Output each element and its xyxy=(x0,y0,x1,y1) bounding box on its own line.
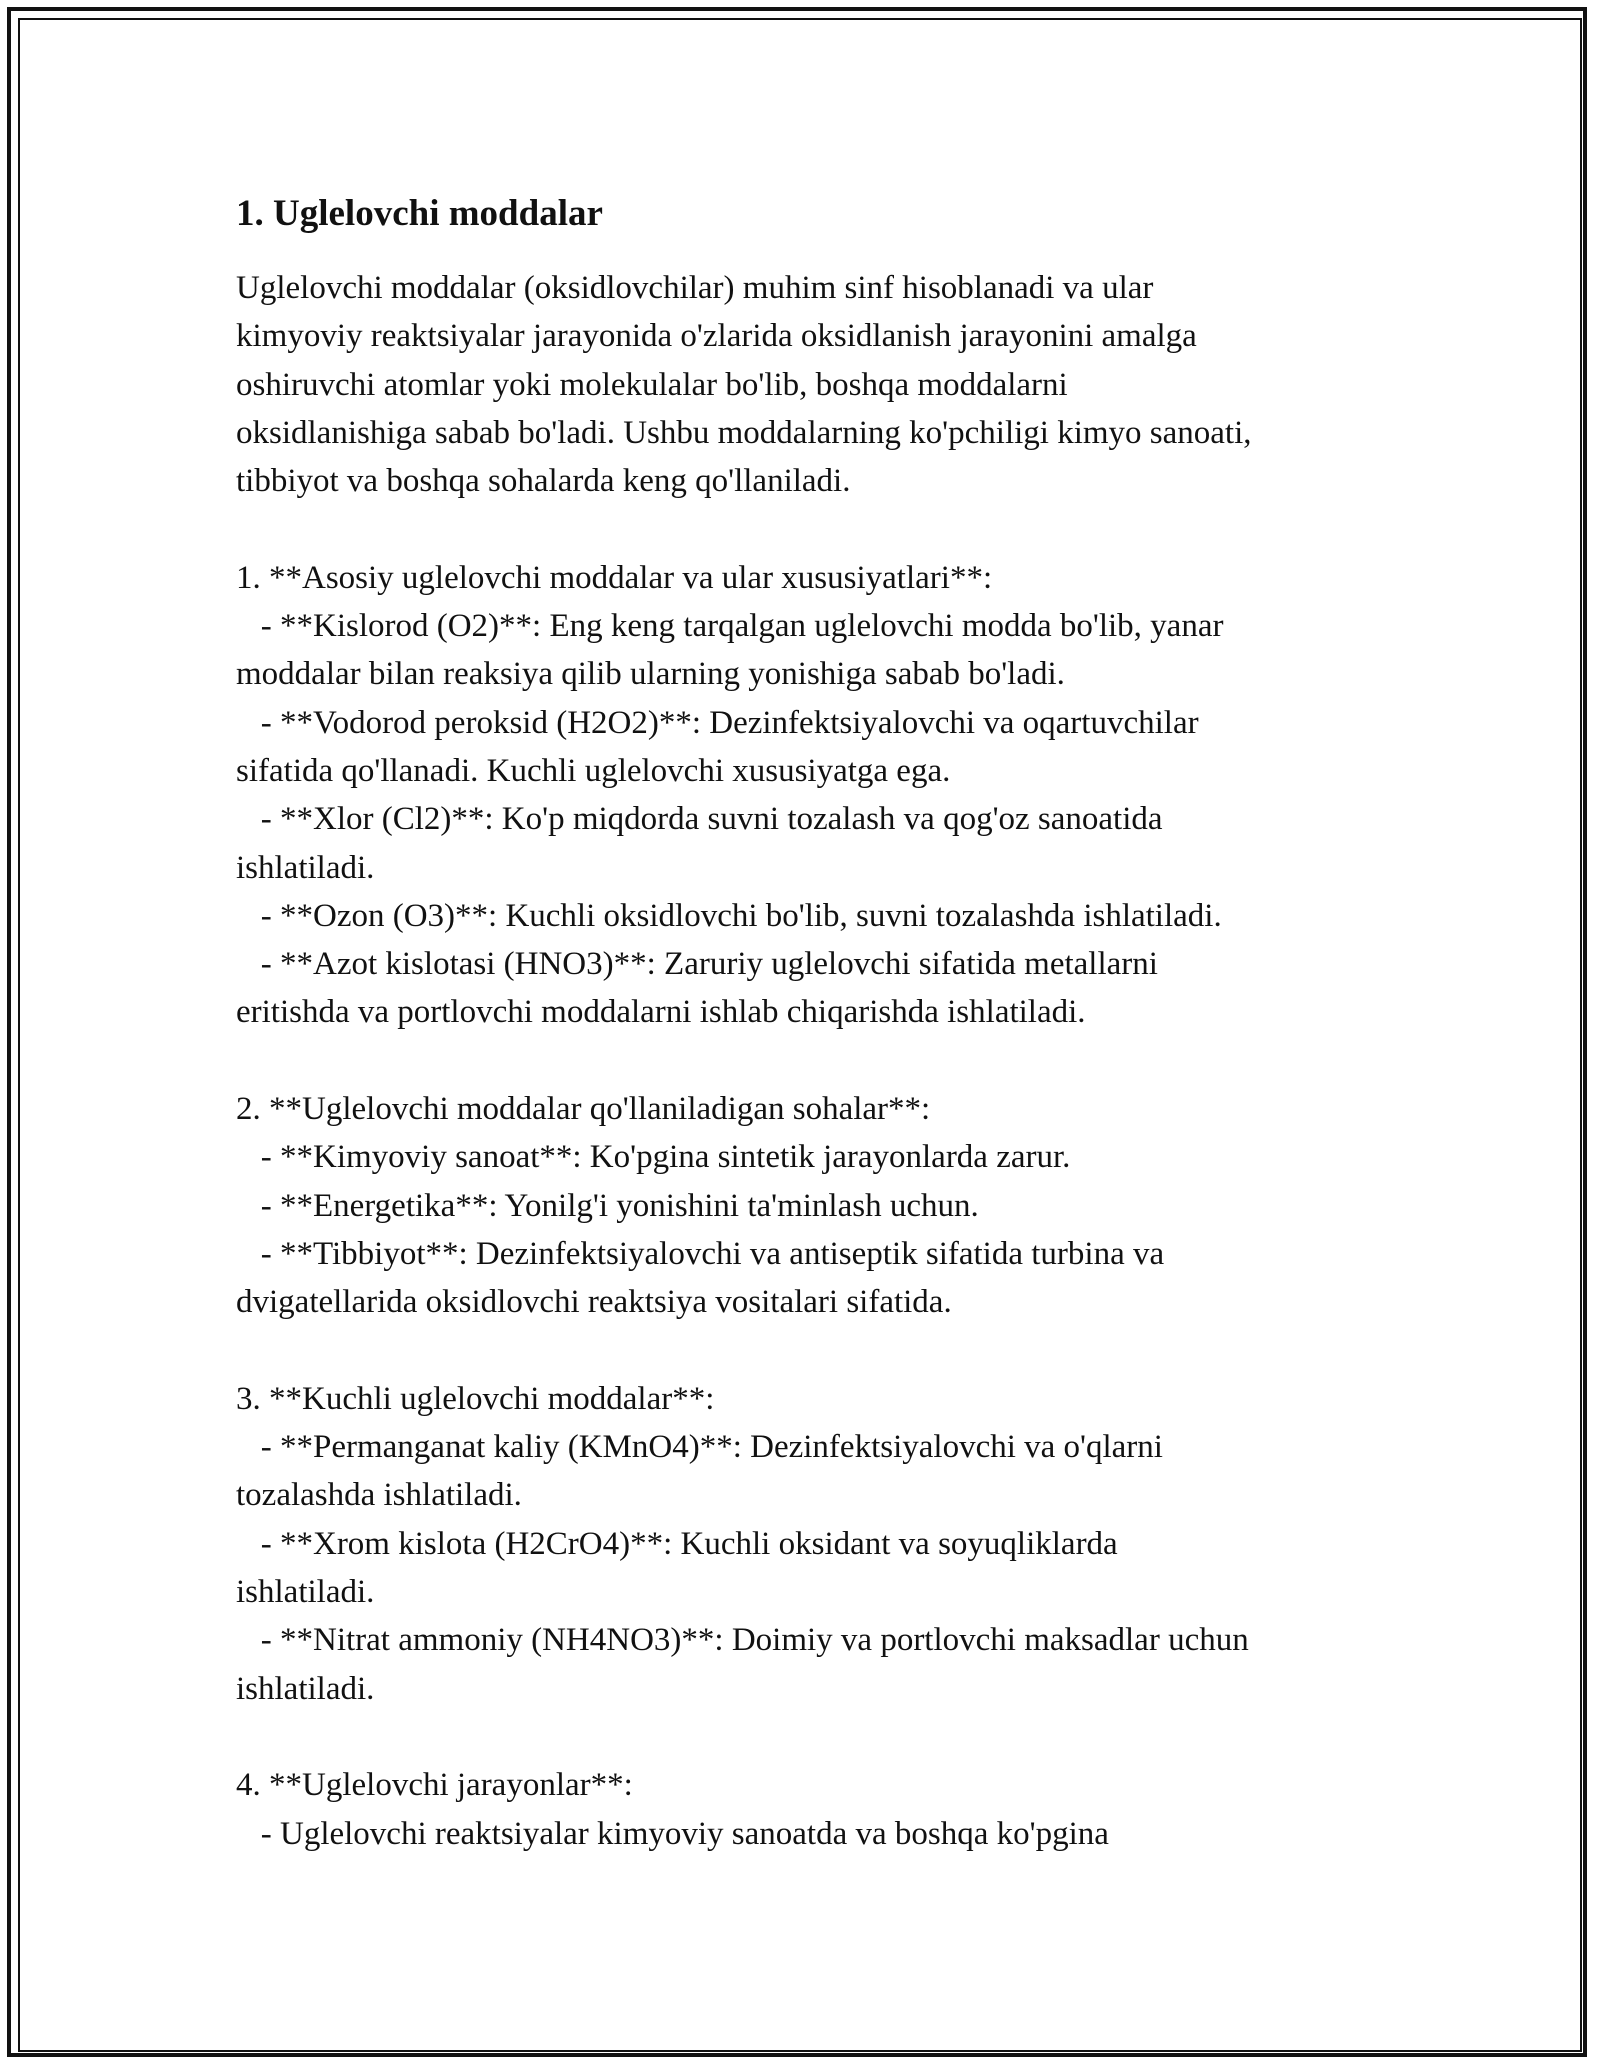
document-content xyxy=(236,186,1386,1858)
section-body-text: Uglelovchi moddalar (oksidlovchilar) muhim sinf hisoblanadi va ular kimyoviy reaktsiyalar jarayonida o'zlarida oksidlanish jarayonini amalga oshiruvchi atomlar yoki molekulalar bo'lib, boshqa moddalarni oksidlanishiga sabab bo'ladi. Ushbu moddalarning ko'pchiligi kimyo sanoati, tibbiyot va boshqa sohalarda keng qo'llaniladi. 1. **Asosiy uglelovchi moddalar va ular xususiyatlari**: - **Kislorod (O2)**: Eng keng tarqalgan uglelovchi modda bo'lib, yanar moddalar bilan reaksiya qilib ularning yonishiga sabab bo'ladi. - **Vodorod peroksid (H2O2)**: Dezinfektsiyalovchi va oqartuvchilar sifatida qo'llanadi. Kuchli uglelovchi xususiyatga ega. - **Xlor (Cl2)**: Ko'p miqdorda suvni tozalash va qog'oz sanoatida ishlatiladi. - **Ozon (O3)**: Kuchli oksidlovchi bo'lib, suvni tozalashda ishlatiladi. - **Azot kislotasi (HNO3)**: Zaruriy uglelovchi sifatida metallarni eritishda va portlovchi moddalarni ishlab chiqarishda ishlatiladi. 2. **Uglelovchi moddalar qo'llaniladigan sohalar**: - **Kimyoviy sanoat**: Ko'pgina sintetik jarayonlarda zarur. - **Energetika**: Yonilg'i yonishini ta'minlash uchun. - **Tibbiyot**: Dezinfektsiyalovchi va antiseptik sifatida turbina va dvigatellarida oksidlovchi reaktsiya vositalari sifatida. 3. **Kuchli uglelovchi moddalar**: - **Permanganat kaliy (KMnO4)**: Dezinfektsiyalovchi va o'qlarni tozalashda ishlatiladi. - **Xrom kislota (H2CrO4)**: Kuchli oksidant va soyuqliklarda ishlatiladi. - **Nitrat ammoniy (NH4NO3)**: Doimiy va portlovchi maksadlar uchun ishlatiladi. 4. **Uglelovchi jarayonlar**: - Uglelovchi reaktsiyalar kimyoviy sanoatda va boshqa ko'pgina xyxy=(236,270,1252,1852)
section-heading: 1. Uglelovchi moddalar xyxy=(236,193,603,234)
